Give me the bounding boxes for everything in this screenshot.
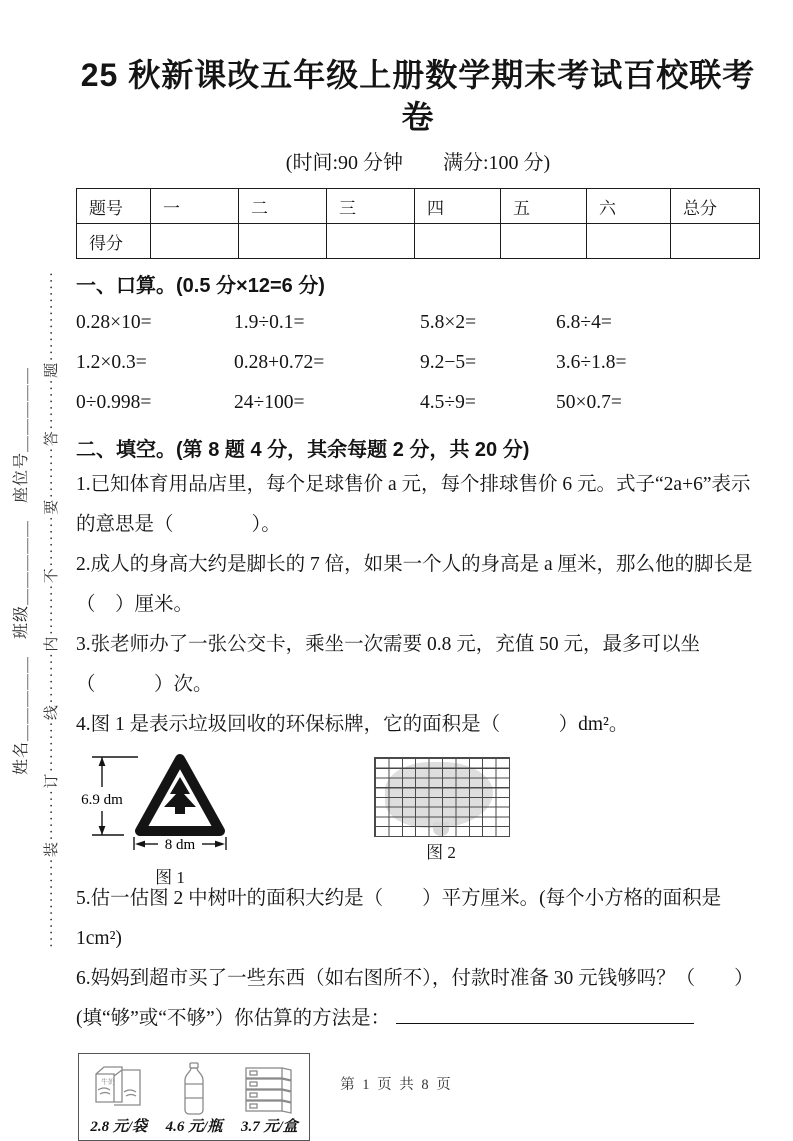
oral-problem: 4.5÷9= <box>420 392 476 413</box>
question-6: 6.妈妈到超市买了一些东西（如右图所不），付款时准备 30 元钱够吗？（ ）(填“够”或“不够”）你估算的方法是： <box>76 968 754 1029</box>
student-info-fields: 姓名＿＿＿＿＿ 班级＿＿＿＿＿ 座位号＿＿＿＿＿ <box>13 366 30 775</box>
oral-problem: 0÷0.998= <box>76 392 152 413</box>
answer-blank-line <box>396 1004 694 1025</box>
leaf-grid <box>374 757 510 837</box>
oral-problem: 6.8÷4= <box>556 312 612 333</box>
score-header-cell: 六 <box>587 189 671 224</box>
grid-lines <box>375 758 509 836</box>
oral-problem: 24÷100= <box>234 392 305 413</box>
score-empty-cell <box>239 224 327 259</box>
oral-problems-grid <box>76 303 760 423</box>
exam-subtitle: (时间:90 分钟 满分:100 分) <box>285 152 551 174</box>
product-price: 2.8 元/袋 <box>90 1119 147 1135</box>
page-title: 25 秋新课改五年级上册数学期末考试百校联考卷 <box>80 57 756 135</box>
fig1-caption: 图 1 <box>155 868 185 887</box>
oral-problem: 9.2−5= <box>420 352 477 373</box>
oral-problem: 50×0.7= <box>556 392 622 413</box>
oral-problem: 1.2×0.3= <box>76 352 147 373</box>
score-header-cell: 总分 <box>671 189 760 224</box>
oral-problem: 0.28+0.72= <box>234 352 325 373</box>
fig1-height-label: 6.9 dm <box>81 792 123 808</box>
fill-section <box>76 435 760 1141</box>
product-price: 3.7 元/盒 <box>240 1119 298 1135</box>
score-table <box>76 188 760 259</box>
oral-problem: 1.9÷0.1= <box>234 312 305 333</box>
exam-page <box>76 0 760 1141</box>
score-header-cell: 二 <box>239 189 327 224</box>
oral-problem: 0.28×10= <box>76 312 152 333</box>
score-empty-cell <box>671 224 760 259</box>
score-header-cell: 四 <box>415 189 501 224</box>
svg-text:牛奶: 牛奶 <box>100 1078 115 1086</box>
figures-row <box>76 747 760 887</box>
figure-2-leaf-grid <box>374 757 510 863</box>
oral-problem: 3.6÷1.8= <box>556 352 627 373</box>
products-box <box>78 1053 310 1141</box>
score-empty-cell <box>327 224 415 259</box>
oral-problem: 5.8×2= <box>420 312 477 333</box>
question-2: 2.成人的身高大约是脚长的 7 倍，如果一个人的身高是 a 厘米，那么他的脚长是（ ）厘米。 <box>76 554 753 615</box>
score-header-cell: 题号 <box>77 189 151 224</box>
question-3: 3.张老师办了一张公交卡，乘坐一次需要 0.8 元，充值 50 元，最多可以坐（ ）次。 <box>76 634 701 695</box>
score-table-header-row <box>77 189 760 224</box>
question-4: 4.图 1 是表示垃圾回收的环保标牌，它的面积是（ ）dm²。 <box>76 714 629 735</box>
score-empty-cell <box>415 224 501 259</box>
score-empty-cell <box>501 224 587 259</box>
score-header-cell: 五 <box>501 189 587 224</box>
product-price: 4.6 元/瓶 <box>165 1119 223 1135</box>
binding-line: ··············装········订········线········内········不········要········答········题·············· <box>44 270 60 948</box>
score-header-cell: 一 <box>151 189 239 224</box>
question-1: 1.已知体育用品店里，每个足球售价 a 元，每个排球售价 6 元。式子“2a+6”表示的意思是（ ）。 <box>76 474 751 535</box>
fig1-width-label: 8 dm <box>164 837 196 853</box>
score-row-label: 得分 <box>77 224 151 259</box>
page-footer: 第 1 页 共 8 页 <box>340 1077 453 1093</box>
score-header-cell: 三 <box>327 189 415 224</box>
question-5: 5.估一估图 2 中树叶的面积大约是（ ）平方厘米。(每个小方格的面积是 1cm²) <box>76 888 722 949</box>
fig2-caption: 图 2 <box>426 843 456 862</box>
section-heading-fill: 二、填空。(第 8 题 4 分，其余每题 2 分，共 20 分) <box>76 439 530 461</box>
score-empty-cell <box>587 224 671 259</box>
figure-1-recycle-sign <box>76 747 266 888</box>
section-heading-oral: 一、口算。(0.5 分×12=6 分) <box>76 275 325 297</box>
score-empty-cell <box>151 224 239 259</box>
score-table-score-row <box>77 224 760 259</box>
recycle-sign-icon <box>76 747 256 857</box>
